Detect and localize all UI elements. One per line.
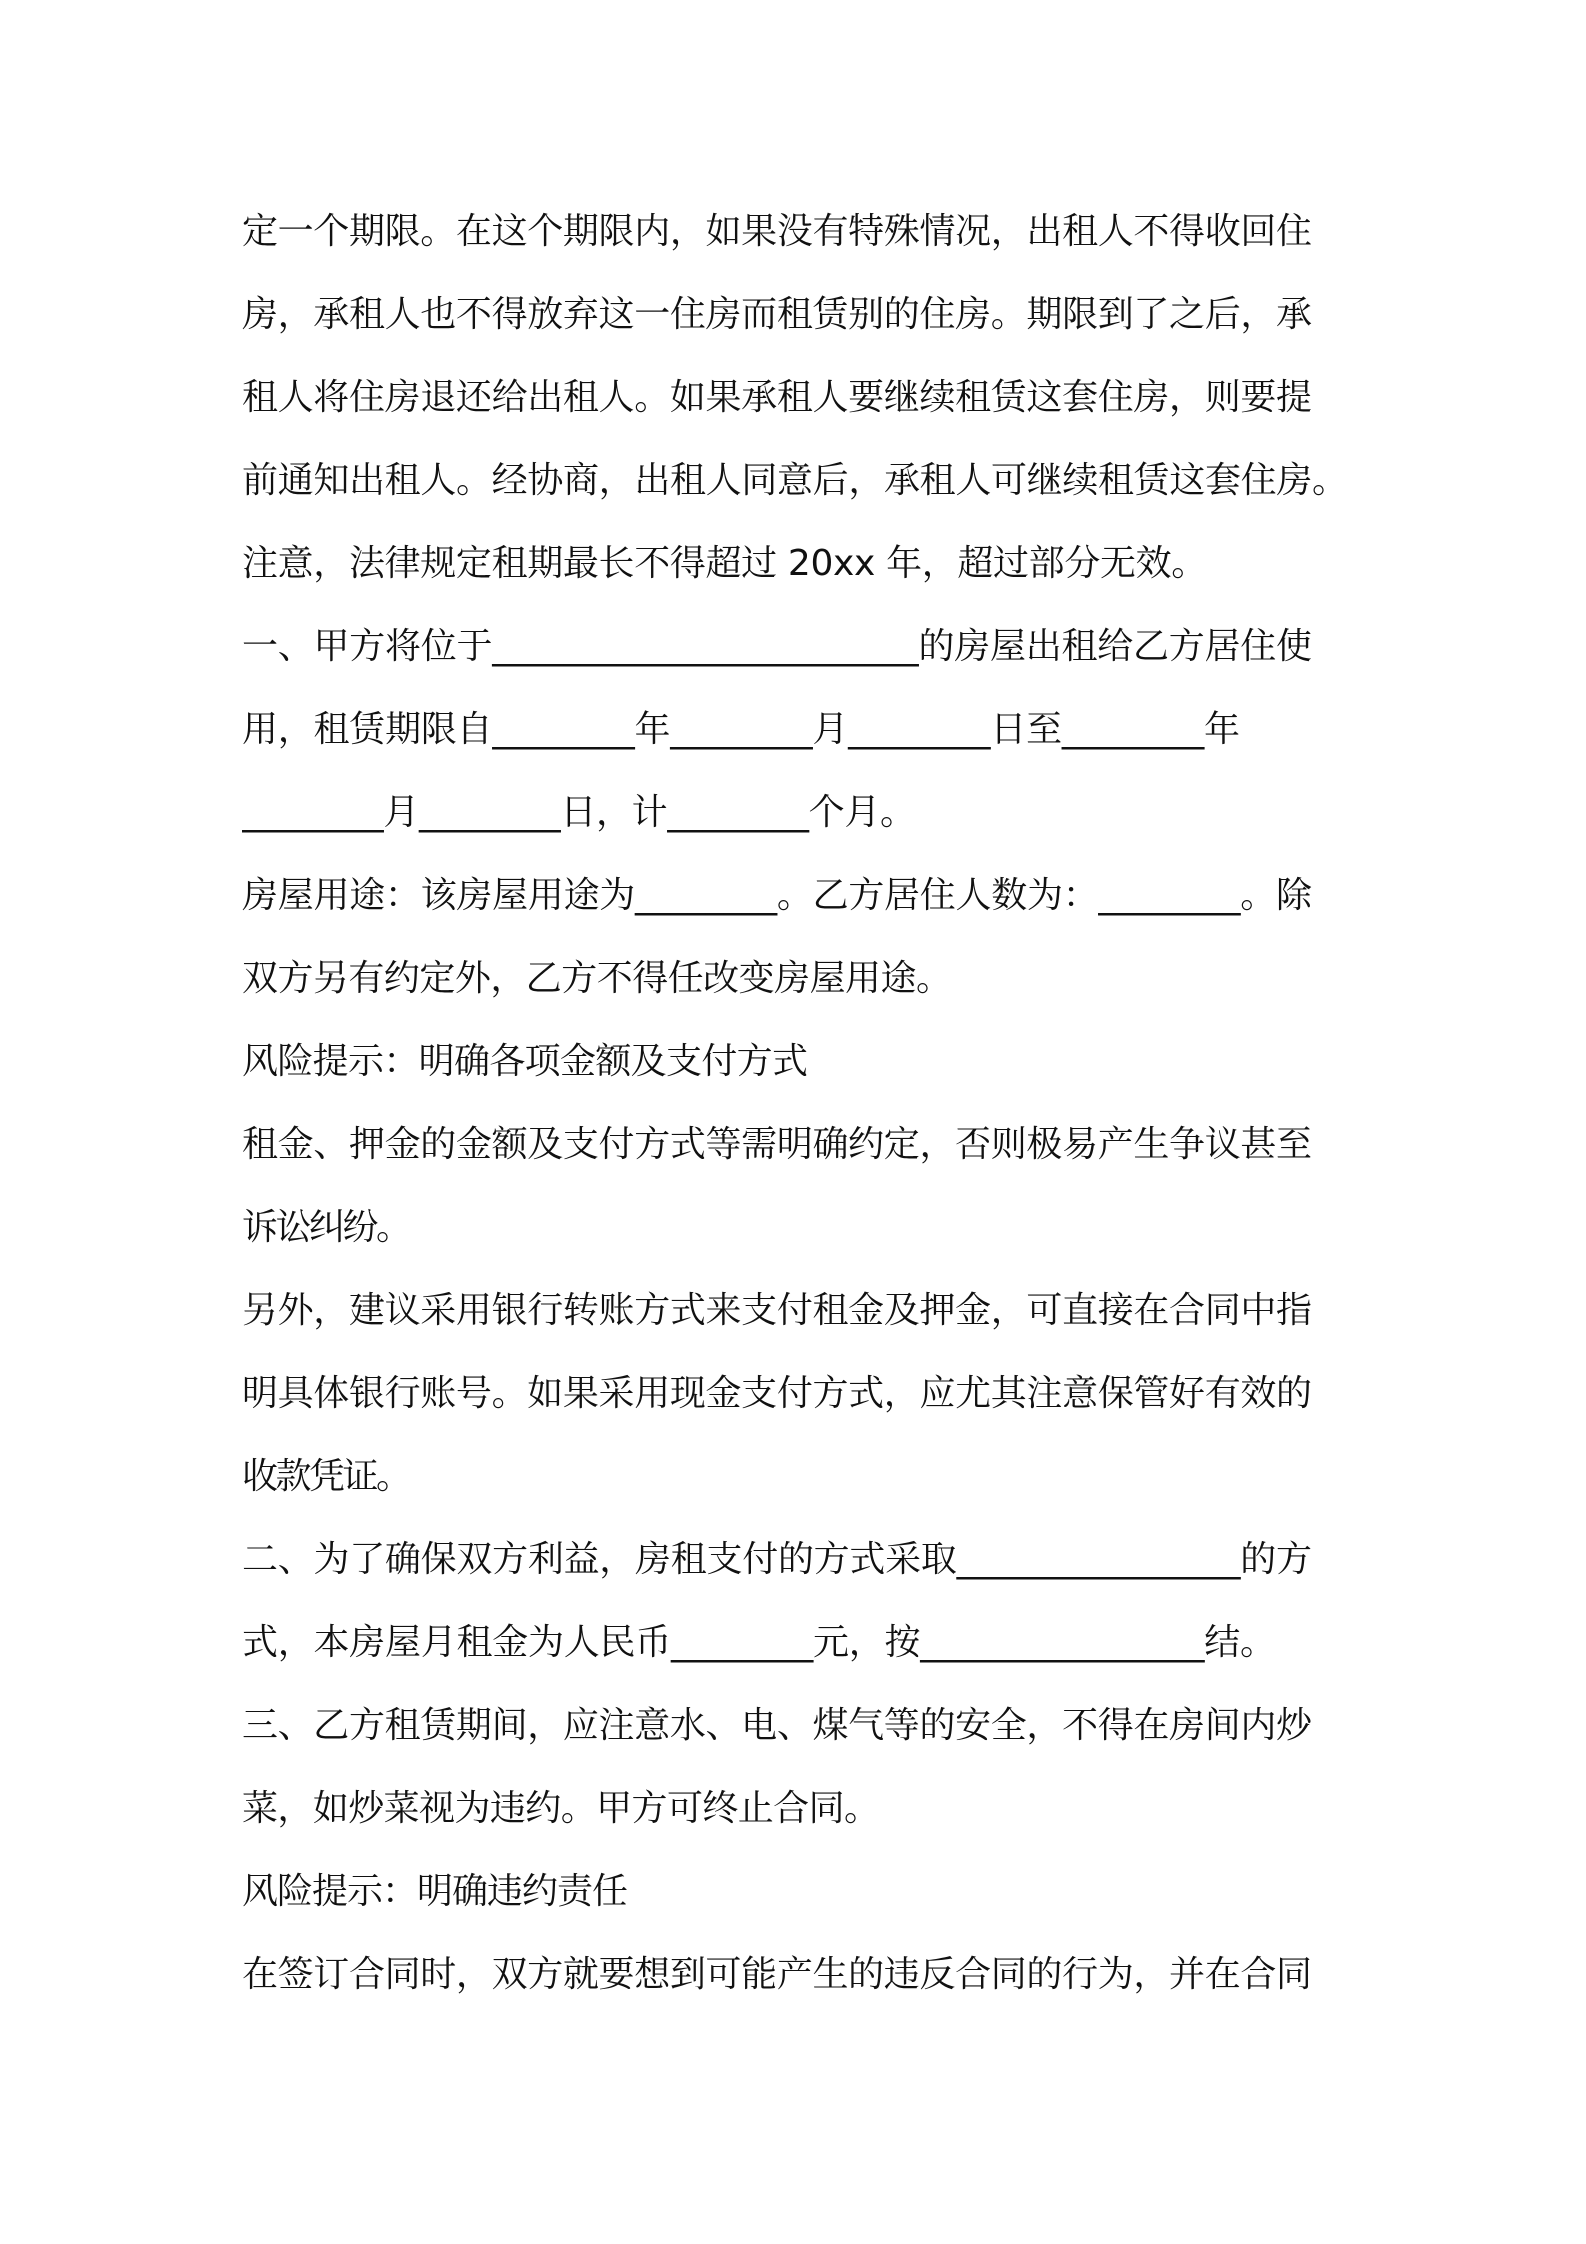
clause-2-line: 式，本房屋月租金为人民币________元，按________________结。 xyxy=(242,1622,1276,1663)
clause-3-line: 三、乙方租赁期间，应注意水、电、煤气等的安全，不得在房间内炒 xyxy=(242,1705,1312,1746)
usage-line: 房屋用途：该房屋用途为________。乙方居住人数为：________。除 xyxy=(242,875,1312,916)
text-line: 注意，法律规定租期最长不得超过 20xx 年，超过部分无效。 xyxy=(242,543,1207,584)
risk-heading: 风险提示：明确违约责任 xyxy=(242,1871,628,1912)
clause-1-line: 用，租赁期限自________年________月________日至________年 xyxy=(242,709,1240,750)
text-line: 租金、押金的金额及支付方式等需明确约定，否则极易产生争议甚至 xyxy=(242,1124,1312,1165)
clause-3-line: 菜，如炒菜视为违约。甲方可终止合同。 xyxy=(242,1788,880,1829)
text-line: 明具体银行账号。如果采用现金支付方式，应尤其注意保管好有效的 xyxy=(242,1373,1312,1414)
text-line: 定一个期限。在这个期限内，如果没有特殊情况，出租人不得收回住 xyxy=(242,211,1312,252)
text-line: 前通知出租人。经协商，出租人同意后，承租人可继续租赁这套住房。 xyxy=(242,460,1348,501)
usage-line: 双方另有约定外，乙方不得任改变房屋用途。 xyxy=(242,958,952,999)
text-line: 收款凭证。 xyxy=(242,1456,410,1497)
clause-1-line: 一、甲方将位于________________________的房屋出租给乙方居住使 xyxy=(242,626,1312,667)
text-line: 租人将住房退还给出租人。如果承租人要继续租赁这套住房，则要提 xyxy=(242,377,1312,418)
clause-2-line: 二、为了确保双方利益，房租支付的方式采取________________的方 xyxy=(242,1539,1312,1580)
risk-heading: 风险提示：明确各项金额及支付方式 xyxy=(242,1041,808,1082)
text-line: 在签订合同时，双方就要想到可能产生的违反合同的行为，并在合同 xyxy=(242,1954,1312,1995)
text-line: 房，承租人也不得放弃这一住房而租赁别的住房。期限到了之后，承 xyxy=(242,294,1312,335)
clause-1-line: ________月________日，计________个月。 xyxy=(242,792,916,833)
text-line: 诉讼纠纷。 xyxy=(242,1207,410,1248)
text-line: 另外，建议采用银行转账方式来支付租金及押金，可直接在合同中指 xyxy=(242,1290,1312,1331)
